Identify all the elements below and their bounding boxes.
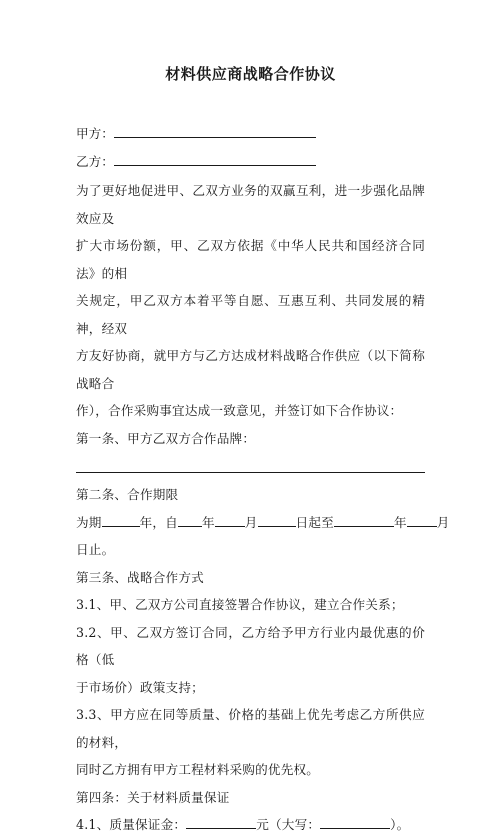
party-a-label: 甲方： bbox=[76, 126, 114, 141]
clause-line: 3.2、甲、乙双方签订合同，乙方给予甲方行业内最优惠的价格（低 bbox=[76, 624, 425, 667]
deposit-amount-blank bbox=[186, 815, 256, 829]
article-4-heading: 第四条：关于材料质量保证 bbox=[76, 789, 230, 805]
clause-3-2 bbox=[76, 619, 425, 702]
intro-line: 方友好协商，就甲方与乙方达成材料战略合作供应（以下简称战略合 bbox=[76, 348, 425, 391]
article-3-heading: 第三条、战略合作方式 bbox=[76, 569, 204, 585]
term-clause bbox=[76, 509, 450, 564]
party-a-blank bbox=[114, 124, 316, 138]
start-day-blank bbox=[258, 513, 296, 527]
article-1-heading: 第一条、甲方乙双方合作品牌： bbox=[76, 430, 256, 446]
party-block bbox=[76, 121, 425, 175]
brand-blank-line bbox=[76, 472, 425, 473]
end-month-blank bbox=[407, 513, 437, 527]
term-text: 年 bbox=[201, 514, 215, 530]
party-b-row bbox=[76, 149, 425, 175]
deposit-suffix: ）。 bbox=[390, 817, 410, 832]
deposit-uppercase-blank bbox=[320, 815, 390, 829]
term-text: 日起至 bbox=[295, 514, 334, 530]
intro-line: 扩大市场份额，甲、乙双方依据《中华人民共和国经济合同法》的相 bbox=[76, 238, 425, 281]
term-text: 月 bbox=[244, 514, 258, 530]
term-end: 日止。 bbox=[76, 542, 115, 557]
deposit-line bbox=[76, 811, 425, 839]
clause-3-1: 3.1、甲、乙双方公司直接签署合作协议，建立合作关系； bbox=[76, 597, 404, 612]
document-title: 材料供应商战略合作协议 bbox=[165, 65, 336, 83]
clause-3-3 bbox=[76, 701, 425, 784]
clause-line: 于市场价）政策支持； bbox=[76, 679, 204, 695]
term-text: 年，自 bbox=[139, 514, 178, 530]
clause-4-1 bbox=[76, 811, 425, 839]
deposit-label: 4.1、质量保证金： bbox=[76, 817, 187, 832]
clause-line: 同时乙方拥有甲方工程材料采购的优先权。 bbox=[76, 762, 320, 777]
term-text: 年 bbox=[393, 514, 407, 530]
party-b-blank bbox=[114, 152, 316, 166]
intro-paragraph bbox=[76, 177, 425, 425]
intro-line: 为了更好地促进甲、乙双方业务的双赢互利，进一步强化品牌效应及 bbox=[76, 183, 425, 226]
deposit-unit: 元（大写： bbox=[256, 817, 321, 832]
term-text: 月 bbox=[436, 514, 450, 530]
term-text: 为期 bbox=[76, 514, 102, 530]
start-year-blank bbox=[178, 513, 202, 527]
party-a-row bbox=[76, 121, 425, 147]
intro-line: 关规定，甲乙双方本着平等自愿、互惠互利、共同发展的精神，经双 bbox=[76, 293, 425, 336]
start-month-blank bbox=[215, 513, 245, 527]
end-year-blank bbox=[334, 513, 394, 527]
term-line bbox=[76, 509, 450, 537]
term-years-blank bbox=[102, 513, 140, 527]
intro-line: 作），合作采购事宜达成一致意见，并签订如下合作协议： bbox=[76, 403, 403, 418]
party-b-label: 乙方： bbox=[76, 154, 114, 169]
clause-line: 3.3、甲方应在同等质量、价格的基础上优先考虑乙方所供应的材料， bbox=[76, 707, 425, 750]
article-2-heading: 第二条、合作期限 bbox=[76, 487, 179, 502]
